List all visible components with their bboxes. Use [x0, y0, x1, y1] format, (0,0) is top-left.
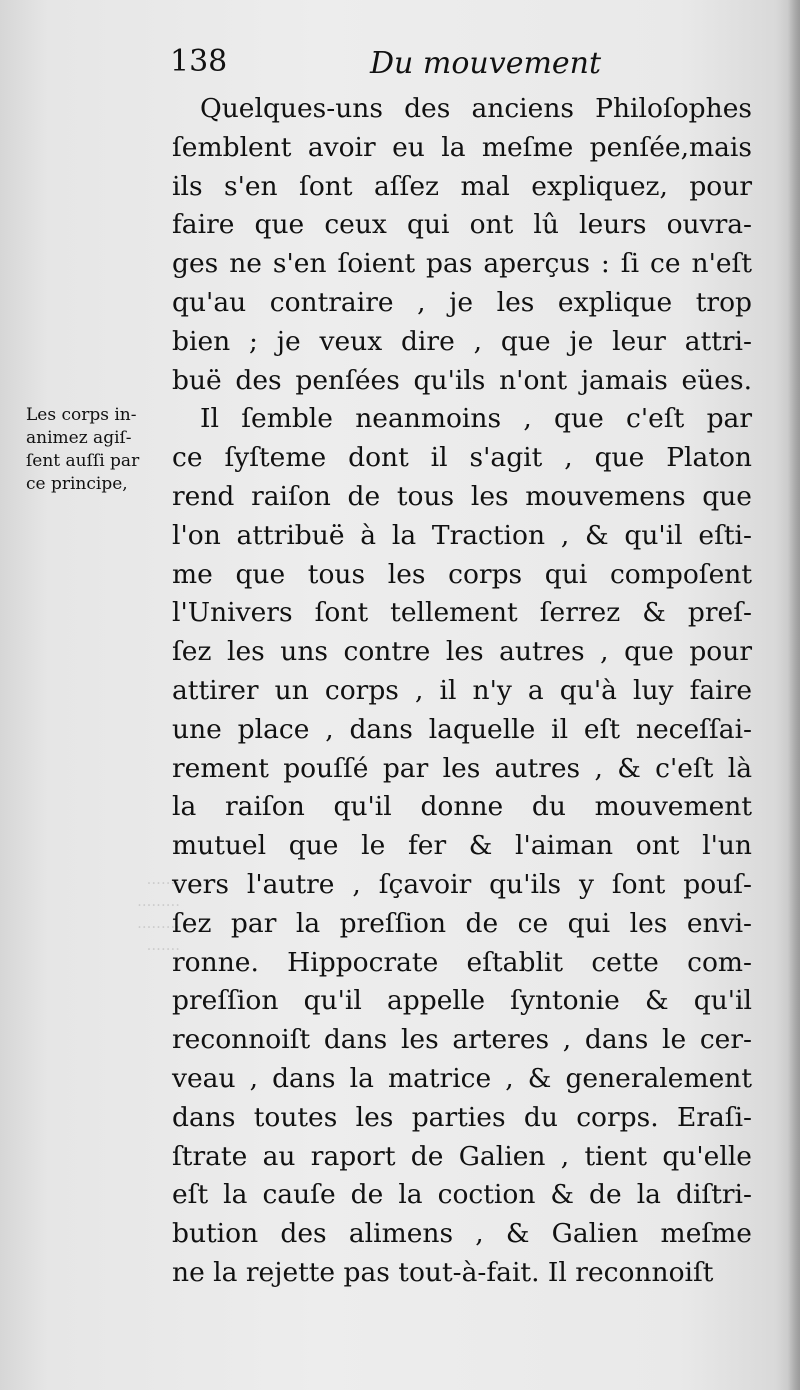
page-header — [170, 44, 780, 88]
text-line: qu'au contraire , je les explique trop — [172, 286, 752, 318]
margin-note-line: ſent auſſi par — [26, 451, 140, 471]
text-line: ſez par la preſſion de ce qui les envi- — [172, 907, 752, 939]
margin-note-line: animez agiſ- — [26, 428, 132, 448]
page-number: 138 — [170, 44, 228, 79]
text-line: dans toutes les parties du corps. Eraſi- — [172, 1101, 752, 1133]
text-line: ſtrate au raport de Galien , tient qu'elle — [172, 1140, 752, 1172]
text-line: eſt la cauſe de la coction & de la diſtri- — [172, 1179, 752, 1211]
text-line: ſemblent avoir eu la meſme penſée,mais — [172, 131, 752, 163]
text-line: me que tous les corps qui compoſent — [172, 558, 752, 590]
text-line: rement pouſſé par les autres , & c'eſt là — [172, 752, 752, 784]
text-line: ce ſyſteme dont il s'agit , que Platon — [172, 442, 752, 474]
text-line: l'Univers ſont tellement ſerrez & preſ- — [172, 597, 752, 629]
text-line: veau , dans la matrice , & generalement — [172, 1062, 752, 1094]
text-line: buë des penſées qu'ils n'ont jamais eües. — [172, 364, 752, 396]
page-edge-shadow — [788, 0, 800, 1390]
body-text — [172, 90, 752, 1293]
margin-note-line: Les corps in- — [26, 405, 137, 425]
text-line: ges ne s'en ſoient pas aperçus : ſi ce n'eſt — [172, 248, 752, 280]
text-line: reconnoiſt dans les arteres , dans le cer- — [172, 1024, 752, 1056]
text-line: ne la rejette pas tout-à-fait. Il reconnoiſt — [172, 1256, 714, 1288]
margin-note — [26, 404, 166, 496]
text-line: preſſion qu'il appelle ſyntonie & qu'il — [172, 985, 752, 1017]
text-line: la raiſon qu'il donne du mouvement — [172, 791, 752, 823]
text-line: l'on attribuë à la Traction , & qu'il eſti- — [172, 519, 752, 551]
text-line: ils s'en ſont aſſez mal expliquez, pour — [172, 170, 752, 202]
text-line: Il ſemble neanmoins , que c'eſt par — [200, 403, 752, 435]
text-line: ronne. Hippocrate eſtablit cette com- — [172, 946, 752, 978]
text-line: une place , dans laquelle il eſt neceſſai- — [172, 713, 752, 745]
text-line: attirer un corps , il n'y a qu'à luy faire — [172, 674, 752, 706]
text-line: faire que ceux qui ont lû leurs ouvra- — [172, 209, 752, 241]
text-line: bien ; je veux dire , que je leur attri- — [172, 325, 752, 357]
text-line: rend raiſon de tous les mouvemens que — [172, 480, 752, 512]
text-line: mutuel que le fer & l'aiman ont l'un — [172, 830, 752, 862]
show-through-shadow: ....... ......... ......... ....... — [137, 870, 180, 954]
margin-note-line: ce principe, — [26, 474, 128, 494]
text-line: vers l'autre , ſçavoir qu'ils y ſont pouſ- — [172, 868, 752, 900]
running-title: Du mouvement — [370, 46, 602, 81]
text-line: bution des alimens , & Galien meſme — [172, 1218, 752, 1250]
text-line: ſez les uns contre les autres , que pour — [172, 636, 752, 668]
text-line: Quelques-uns des anciens Philoſophes — [200, 93, 752, 124]
